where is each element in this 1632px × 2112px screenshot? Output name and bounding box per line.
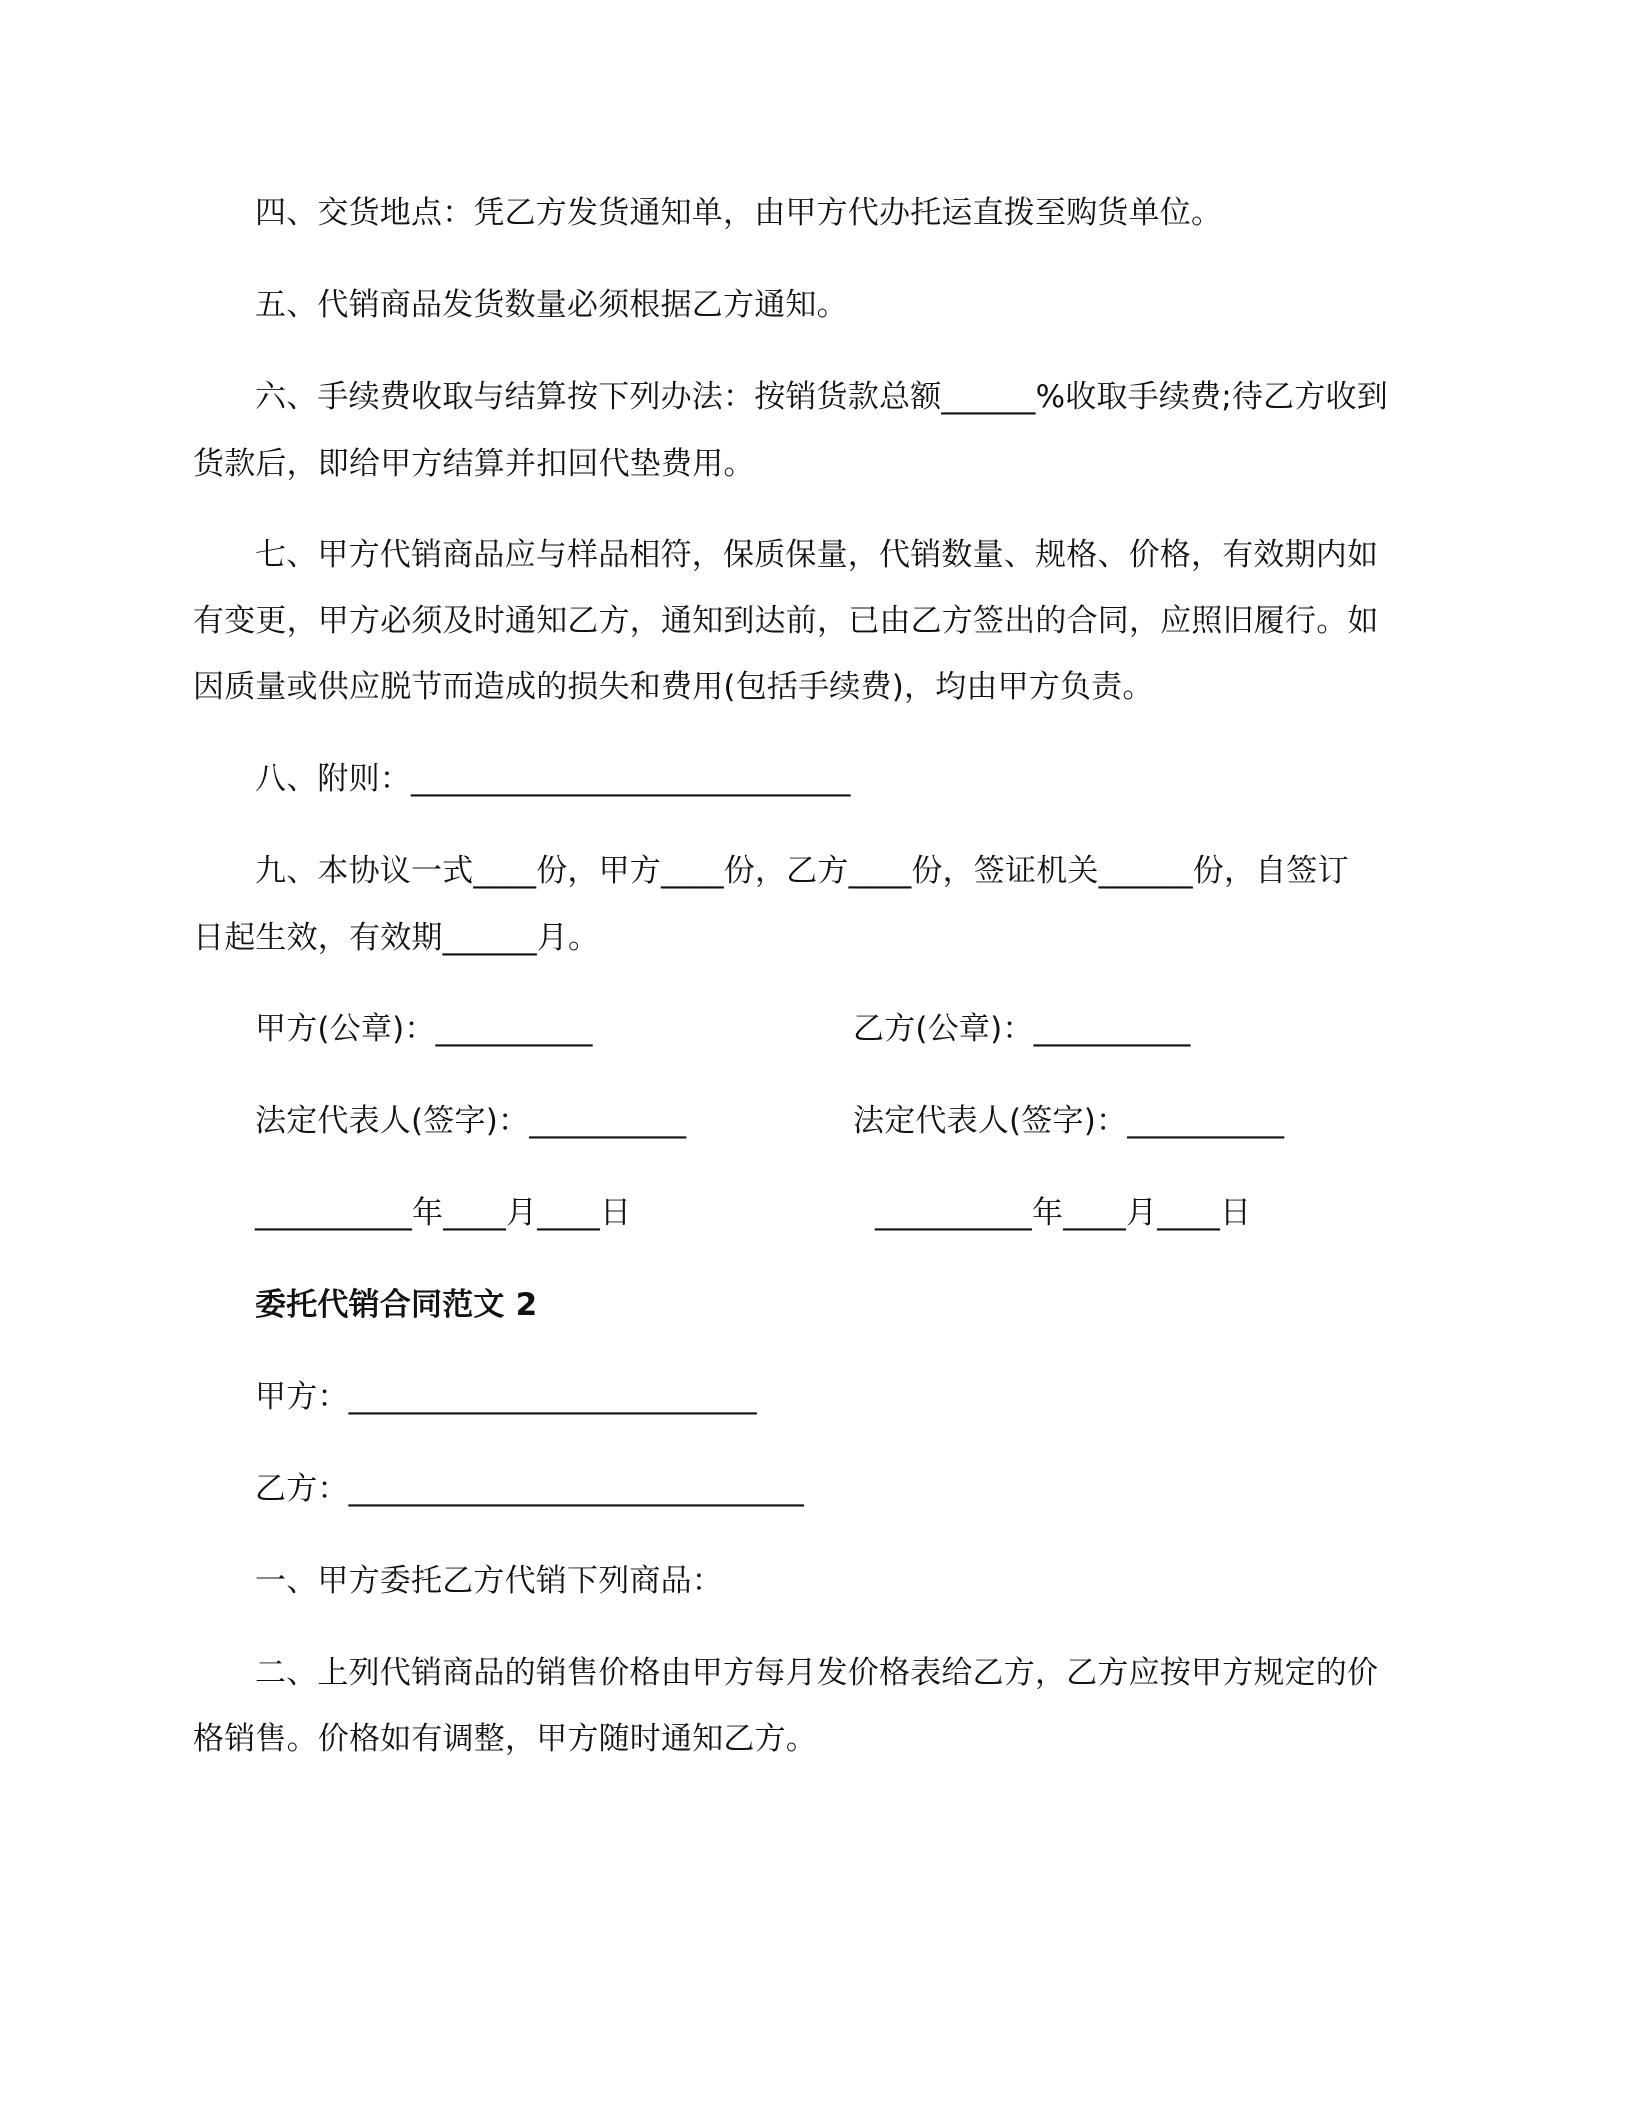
clause-7-line-1: 七、甲方代销商品应与样品相符，保质保量，代销数量、规格、价格，有效期内如 xyxy=(255,537,1379,573)
clause-9-line-1: 九、本协议一式____份，甲方____份，乙方____份，签证机关______份，自签订 xyxy=(255,853,1349,889)
party-a-representative: 法定代表人(签字)：__________ xyxy=(255,1103,687,1139)
party-b-seal: 乙方(公章)：__________ xyxy=(853,1011,1191,1047)
party-b-line: 乙方：_____________________________ xyxy=(255,1471,804,1507)
clause-7-line-3: 因质量或供应脱节而造成的损失和费用(包括手续费)，均由甲方负责。 xyxy=(193,669,1154,705)
clause-7-line-2: 有变更，甲方必须及时通知乙方，通知到达前，已由乙方签出的合同，应照旧履行。如 xyxy=(193,603,1379,639)
clause-4: 四、交货地点：凭乙方发货通知单，由甲方代办托运直拨至购货单位。 xyxy=(255,195,1223,231)
party-b-representative: 法定代表人(签字)：__________ xyxy=(853,1103,1285,1139)
section-title: 委托代销合同范文 2 xyxy=(255,1287,538,1323)
contract2-clause-2-line-1: 二、上列代销商品的销售价格由甲方每月发价格表给乙方，乙方应按甲方规定的价 xyxy=(255,1655,1379,1691)
contract2-clause-2-line-2: 格销售。价格如有调整，甲方随时通知乙方。 xyxy=(193,1721,817,1757)
clause-5: 五、代销商品发货数量必须根据乙方通知。 xyxy=(255,287,848,323)
clause-6-line-1: 六、手续费收取与结算按下列办法：按销货款总额______%收取手续费;待乙方收到 xyxy=(255,379,1388,415)
contract2-clause-1: 一、甲方委托乙方代销下列商品： xyxy=(255,1563,723,1599)
clause-6-line-2: 货款后，即给甲方结算并扣回代垫费用。 xyxy=(193,446,755,482)
clause-9-line-2: 日起生效，有效期______月。 xyxy=(193,920,600,956)
clause-8: 八、附则：____________________________ xyxy=(255,761,851,797)
party-a-seal: 甲方(公章)：__________ xyxy=(255,1011,593,1047)
party-a-date: __________年____月____日 xyxy=(255,1195,632,1231)
party-b-date: __________年____月____日 xyxy=(875,1195,1252,1231)
party-a-line: 甲方：__________________________ xyxy=(255,1379,757,1415)
